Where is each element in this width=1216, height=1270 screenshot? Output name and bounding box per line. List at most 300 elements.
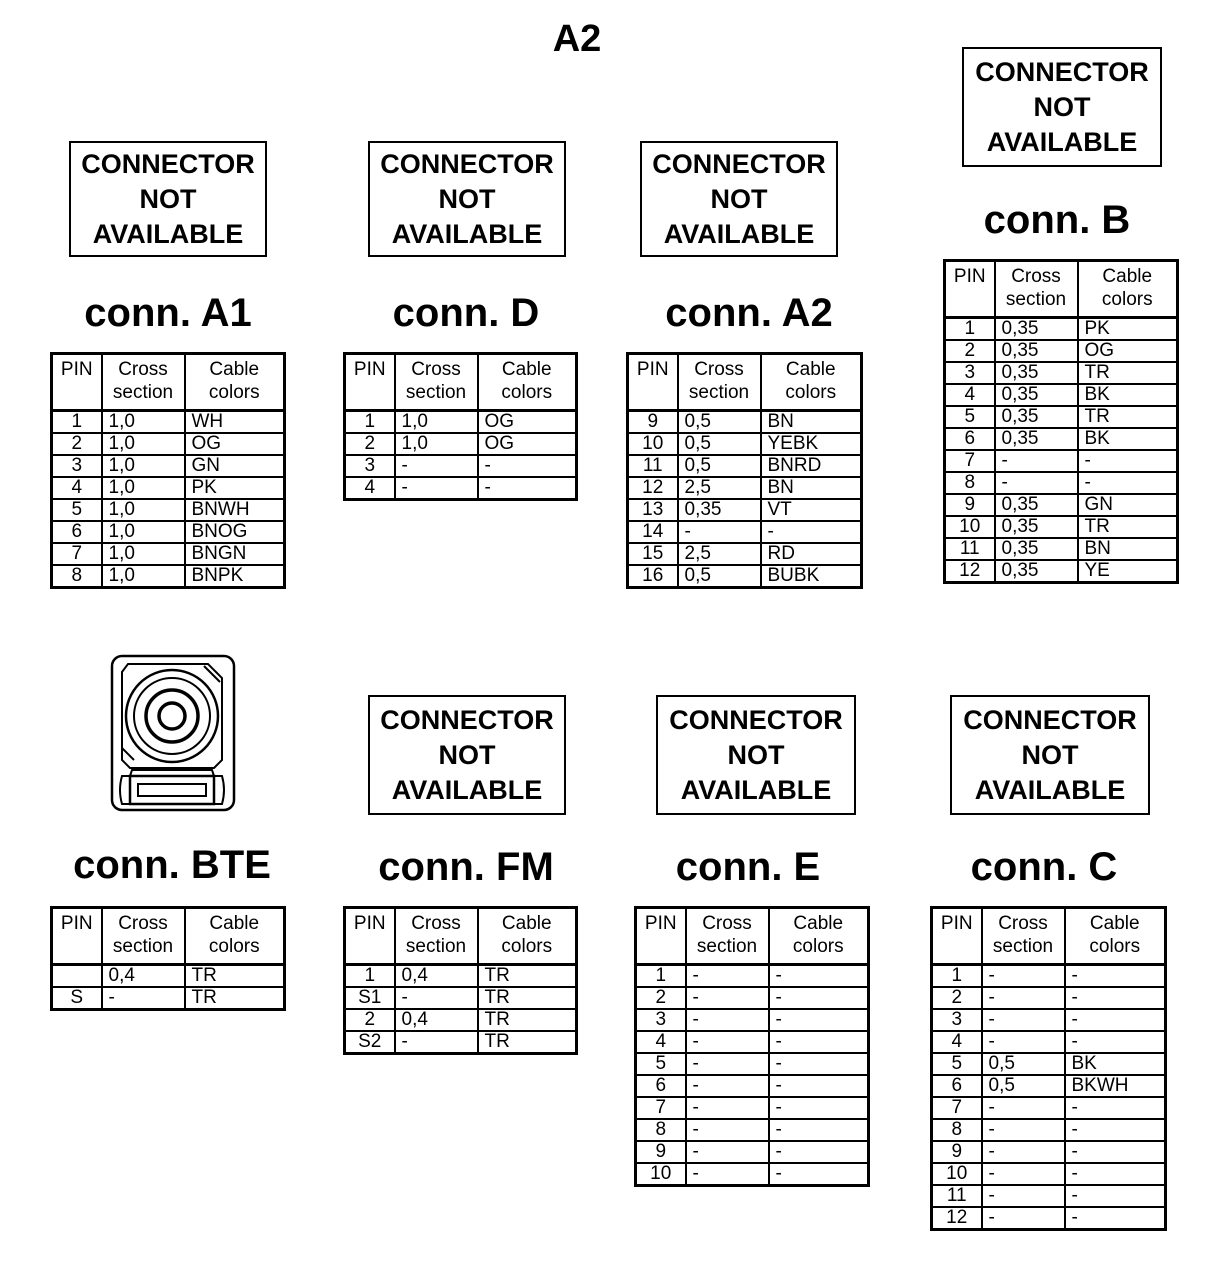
table-row [52, 433, 285, 455]
cross-section-cell: 0,5 [678, 455, 761, 477]
cable-color-cell: - [1065, 987, 1166, 1009]
pin-cell: 8 [945, 472, 995, 494]
pin-cell: 9 [628, 411, 678, 434]
table-row [932, 1119, 1166, 1141]
pin-header-text: PIN [353, 913, 386, 934]
pin-cell: 2 [52, 433, 102, 455]
cross-section-cell: - [982, 1119, 1065, 1141]
table-row [628, 543, 862, 565]
cross-section-cell: 0,5 [982, 1053, 1065, 1075]
table-row [345, 1009, 577, 1031]
cross-section-cell: - [102, 987, 185, 1010]
cross-section-cell: 0,5 [678, 433, 761, 455]
table-row [52, 411, 285, 434]
pin-cell: 2 [345, 1009, 395, 1031]
cross-section-cell: 0,35 [995, 384, 1078, 406]
cross-section-header-text: Cross [411, 359, 461, 380]
cable-color-cell: - [769, 1119, 869, 1141]
cross-section-cell: - [686, 965, 769, 988]
cable-color-cell: TR [1078, 516, 1178, 538]
pin-cell: 7 [945, 450, 995, 472]
pin-cell [52, 965, 102, 988]
cable-colors-header-text: colors [501, 936, 553, 957]
cable-color-cell: GN [185, 455, 285, 477]
pin-cell: 12 [945, 560, 995, 583]
conn-title-c: conn. C [970, 845, 1118, 889]
na-line-1: CONNECTOR [975, 56, 1149, 87]
connector-not-available-fm [368, 695, 566, 815]
pin-cell: 3 [932, 1009, 982, 1031]
na-line-1: CONNECTOR [380, 148, 554, 179]
cable-color-cell: - [769, 1009, 869, 1031]
table-row [345, 411, 577, 434]
pin-header-text: PIN [353, 359, 386, 380]
cross-section-cell: - [686, 987, 769, 1009]
pin-cell: 1 [345, 411, 395, 434]
cross-section-header-text: section [688, 382, 750, 403]
table-row [628, 433, 862, 455]
cross-section-header [395, 908, 478, 965]
na-line-2: NOT [727, 739, 785, 770]
table-row [345, 987, 577, 1009]
pin-cell: 4 [52, 477, 102, 499]
cable-color-cell: - [769, 1075, 869, 1097]
cable-color-cell: - [769, 1053, 869, 1075]
table-row [628, 455, 862, 477]
cross-section-header [982, 908, 1065, 965]
conn-title-fm: conn. FM [378, 845, 554, 889]
na-line-3: AVAILABLE [391, 218, 543, 249]
pin-cell: 6 [636, 1075, 686, 1097]
cross-section-header-text: section [696, 936, 758, 957]
cable-color-cell: - [1065, 1009, 1166, 1031]
pin-cell: 2 [945, 340, 995, 362]
pin-cell: 1 [636, 965, 686, 988]
pin-table-b [943, 259, 1179, 584]
pin-header [52, 354, 102, 411]
cable-color-cell: OG [478, 433, 577, 455]
pin-cell: 4 [945, 384, 995, 406]
pin-cell: 4 [636, 1031, 686, 1053]
cross-section-cell: 0,4 [395, 1009, 478, 1031]
connector-not-available-c [950, 695, 1150, 815]
table-row [345, 455, 577, 477]
pin-cell: 2 [636, 987, 686, 1009]
pin-cell: 9 [636, 1141, 686, 1163]
cable-color-cell: - [1065, 1207, 1166, 1230]
cable-colors-header [185, 354, 285, 411]
cable-color-cell: - [769, 1141, 869, 1163]
cable-colors-header-text: colors [785, 382, 837, 403]
table-row [345, 1031, 577, 1054]
pin-cell: 16 [628, 565, 678, 588]
table-row [636, 1053, 869, 1075]
pin-cell: S2 [345, 1031, 395, 1054]
cross-section-cell: - [678, 521, 761, 543]
cable-color-cell: TR [478, 987, 577, 1009]
table-row [345, 433, 577, 455]
cross-section-cell: - [395, 1031, 478, 1054]
cross-section-header-text: section [112, 936, 174, 957]
pin-cell: 5 [636, 1053, 686, 1075]
na-line-3: AVAILABLE [680, 774, 832, 805]
conn-title-d: conn. D [392, 291, 540, 335]
table-row [636, 1119, 869, 1141]
cable-color-cell: TR [185, 987, 285, 1010]
cross-section-header [686, 908, 769, 965]
table-row [945, 428, 1178, 450]
cable-color-cell: - [1065, 1141, 1166, 1163]
pin-cell: 6 [932, 1075, 982, 1097]
conn-title-e: conn. E [675, 845, 821, 889]
pin-cell: 12 [628, 477, 678, 499]
table-row [636, 1097, 869, 1119]
page-title: A2 [552, 18, 602, 60]
pin-header-text: PIN [940, 913, 973, 934]
cross-section-header-text: section [112, 382, 174, 403]
connector-not-available-e [656, 695, 856, 815]
table-row [945, 384, 1178, 406]
table-row [945, 494, 1178, 516]
table-header-row [345, 354, 577, 411]
table-header-row [52, 908, 285, 965]
cable-color-cell: BKWH [1065, 1075, 1166, 1097]
table-row [932, 1075, 1166, 1097]
table-row [636, 1163, 869, 1186]
pin-cell: 13 [628, 499, 678, 521]
cross-section-cell: 1,0 [395, 411, 478, 434]
cable-color-cell: - [769, 987, 869, 1009]
cable-color-cell: YE [1078, 560, 1178, 583]
cable-color-cell: BK [1078, 428, 1178, 450]
pin-cell: S [52, 987, 102, 1010]
connector-not-available-a2 [640, 141, 838, 257]
cable-colors-header-text: colors [1101, 289, 1153, 310]
conn-title-b: conn. B [983, 198, 1131, 242]
cross-section-cell: - [995, 450, 1078, 472]
table-row [945, 450, 1178, 472]
table-header-row [345, 908, 577, 965]
pin-cell: 11 [932, 1185, 982, 1207]
cross-section-cell: 0,35 [995, 538, 1078, 560]
pin-header [636, 908, 686, 965]
table-row [932, 1185, 1166, 1207]
connector-not-available-a1 [69, 141, 267, 257]
pin-cell: 1 [52, 411, 102, 434]
pin-cell: 10 [636, 1163, 686, 1186]
pin-header-text: PIN [953, 266, 986, 287]
pin-cell: 9 [932, 1141, 982, 1163]
cable-colors-header [185, 908, 285, 965]
cable-color-cell: BNRD [761, 455, 862, 477]
cross-section-cell: - [982, 1097, 1065, 1119]
table-row [945, 340, 1178, 362]
cross-section-cell: 1,0 [102, 477, 185, 499]
cross-section-header-text: section [405, 382, 467, 403]
pin-cell: 4 [932, 1031, 982, 1053]
cross-section-cell: - [686, 1031, 769, 1053]
pin-cell: 1 [932, 965, 982, 988]
cable-color-cell: - [478, 455, 577, 477]
cable-color-cell: - [761, 521, 862, 543]
cable-color-cell: TR [1078, 406, 1178, 428]
cable-colors-header-text: colors [208, 382, 260, 403]
pin-cell: 4 [345, 477, 395, 500]
cable-color-cell: BN [761, 477, 862, 499]
pin-cell: 11 [945, 538, 995, 560]
cable-color-cell: - [1078, 472, 1178, 494]
cross-section-cell: 0,35 [995, 494, 1078, 516]
pin-cell: 8 [52, 565, 102, 588]
table-header-row [932, 908, 1166, 965]
na-line-2: NOT [438, 739, 496, 770]
cable-color-cell: TR [1078, 362, 1178, 384]
cable-color-cell: BK [1065, 1053, 1166, 1075]
pin-cell: 5 [932, 1053, 982, 1075]
cross-section-cell: - [995, 472, 1078, 494]
cable-colors-header-text: Cable [793, 913, 844, 934]
cross-section-cell: 0,35 [678, 499, 761, 521]
cross-section-cell: 1,0 [102, 433, 185, 455]
cable-colors-header-text: colors [792, 936, 844, 957]
na-line-3: AVAILABLE [986, 126, 1138, 157]
cable-color-cell: VT [761, 499, 862, 521]
na-line-2: NOT [710, 183, 768, 214]
table-row [932, 1053, 1166, 1075]
na-line-3: AVAILABLE [391, 774, 543, 805]
cable-color-cell: OG [1078, 340, 1178, 362]
cross-section-header-text: Cross [1011, 266, 1061, 287]
na-line-1: CONNECTOR [652, 148, 826, 179]
conn-title-bte: conn. BTE [73, 843, 271, 887]
cable-colors-header-text: Cable [1089, 913, 1140, 934]
cable-color-cell: BN [761, 411, 862, 434]
table-row [345, 477, 577, 500]
cable-color-cell: - [478, 477, 577, 500]
cross-section-cell: - [686, 1075, 769, 1097]
cable-colors-header-text: colors [208, 936, 260, 957]
table-row [52, 543, 285, 565]
cable-colors-header [761, 354, 862, 411]
cable-color-cell: - [1065, 1185, 1166, 1207]
table-row [945, 538, 1178, 560]
conn-title-a2: conn. A2 [665, 291, 833, 335]
table-row [636, 1075, 869, 1097]
pin-cell: 10 [628, 433, 678, 455]
table-row [52, 455, 285, 477]
na-line-1: CONNECTOR [963, 704, 1137, 735]
table-row [636, 1141, 869, 1163]
cross-section-cell: - [982, 1207, 1065, 1230]
cross-section-header-text: section [405, 936, 467, 957]
table-row [52, 499, 285, 521]
cable-colors-header-text: Cable [209, 913, 260, 934]
cross-section-header [102, 908, 185, 965]
pin-table-a1 [50, 352, 286, 589]
pin-table-c [930, 906, 1167, 1231]
cross-section-cell: 0,35 [995, 516, 1078, 538]
cable-colors-header [769, 908, 869, 965]
cross-section-cell: 2,5 [678, 477, 761, 499]
pin-cell: 3 [945, 362, 995, 384]
na-line-1: CONNECTOR [81, 148, 255, 179]
cable-color-cell: TR [185, 965, 285, 988]
table-row [945, 516, 1178, 538]
pin-header [345, 354, 395, 411]
cable-colors-header-text: colors [1089, 936, 1141, 957]
cross-section-cell: - [982, 987, 1065, 1009]
pin-cell: 7 [636, 1097, 686, 1119]
cable-color-cell: - [769, 965, 869, 988]
table-row [52, 521, 285, 543]
cross-section-header [102, 354, 185, 411]
conn-title-a1: conn. A1 [84, 291, 252, 335]
cable-color-cell: - [769, 1163, 869, 1186]
cross-section-cell: - [686, 1097, 769, 1119]
bte-connector-icon [108, 652, 238, 814]
cable-colors-header-text: colors [501, 382, 553, 403]
cross-section-header-text: Cross [702, 913, 752, 934]
table-row [932, 1031, 1166, 1053]
cross-section-cell: 0,5 [678, 411, 761, 434]
pin-cell: 8 [636, 1119, 686, 1141]
table-row [628, 477, 862, 499]
cable-color-cell: BNOG [185, 521, 285, 543]
table-row [932, 1141, 1166, 1163]
cable-color-cell: - [1078, 450, 1178, 472]
cross-section-cell: - [395, 455, 478, 477]
cable-color-cell: OG [478, 411, 577, 434]
cable-color-cell: TR [478, 1031, 577, 1054]
pin-header [345, 908, 395, 965]
table-header-row [628, 354, 862, 411]
table-row [932, 1207, 1166, 1230]
table-row [636, 1009, 869, 1031]
cable-colors-header [478, 908, 577, 965]
table-row [636, 1031, 869, 1053]
pin-header [628, 354, 678, 411]
cable-color-cell: - [1065, 1097, 1166, 1119]
pin-header-text: PIN [644, 913, 677, 934]
cable-colors-header-text: Cable [501, 359, 552, 380]
pin-header-text: PIN [60, 359, 93, 380]
table-row [945, 406, 1178, 428]
table-row [345, 965, 577, 988]
cable-colors-header-text: Cable [785, 359, 836, 380]
pin-cell: S1 [345, 987, 395, 1009]
pin-header-text: PIN [60, 913, 93, 934]
cross-section-cell: 0,5 [678, 565, 761, 588]
cable-colors-header [478, 354, 577, 411]
table-row [628, 499, 862, 521]
cross-section-header [395, 354, 478, 411]
table-row [932, 987, 1166, 1009]
table-row [932, 1009, 1166, 1031]
pin-cell: 11 [628, 455, 678, 477]
cable-color-cell: - [1065, 1031, 1166, 1053]
cable-color-cell: PK [1078, 318, 1178, 341]
pin-table-bte [50, 906, 286, 1011]
cable-color-cell: OG [185, 433, 285, 455]
cross-section-cell: 0,35 [995, 406, 1078, 428]
cross-section-cell: 2,5 [678, 543, 761, 565]
cross-section-cell: - [982, 1141, 1065, 1163]
cross-section-header [995, 261, 1078, 318]
pin-cell: 7 [52, 543, 102, 565]
table-row [52, 477, 285, 499]
cable-color-cell: BUBK [761, 565, 862, 588]
cable-colors-header [1065, 908, 1166, 965]
na-line-1: CONNECTOR [380, 704, 554, 735]
cross-section-cell: - [686, 1141, 769, 1163]
na-line-3: AVAILABLE [663, 218, 815, 249]
cable-color-cell: BNGN [185, 543, 285, 565]
cable-color-cell: BN [1078, 538, 1178, 560]
pin-cell: 10 [945, 516, 995, 538]
pin-cell: 3 [345, 455, 395, 477]
cable-color-cell: - [1065, 965, 1166, 988]
cable-color-cell: TR [478, 965, 577, 988]
table-row [628, 411, 862, 434]
cross-section-cell: 1,0 [395, 433, 478, 455]
cross-section-cell: - [982, 1031, 1065, 1053]
table-row [945, 318, 1178, 341]
cable-color-cell: WH [185, 411, 285, 434]
cross-section-header-text: section [992, 936, 1054, 957]
pin-cell: 9 [945, 494, 995, 516]
cable-color-cell: YEBK [761, 433, 862, 455]
cable-colors-header-text: Cable [1102, 266, 1153, 287]
pin-cell: 3 [636, 1009, 686, 1031]
cross-section-cell: 0,5 [982, 1075, 1065, 1097]
cross-section-cell: - [982, 965, 1065, 988]
cross-section-cell: - [982, 1185, 1065, 1207]
cross-section-cell: 1,0 [102, 543, 185, 565]
cable-color-cell: BNWH [185, 499, 285, 521]
pin-cell: 8 [932, 1119, 982, 1141]
cross-section-cell: - [982, 1163, 1065, 1185]
pin-cell: 6 [945, 428, 995, 450]
table-row [52, 965, 285, 988]
table-row [945, 472, 1178, 494]
cross-section-cell: 0,4 [395, 965, 478, 988]
cross-section-cell: - [982, 1009, 1065, 1031]
pin-cell: 5 [52, 499, 102, 521]
cable-color-cell: BK [1078, 384, 1178, 406]
pin-header [945, 261, 995, 318]
table-row [628, 565, 862, 588]
cross-section-header-text: section [1005, 289, 1067, 310]
cable-color-cell: RD [761, 543, 862, 565]
cross-section-header-text: Cross [118, 359, 168, 380]
cross-section-cell: - [686, 1009, 769, 1031]
na-line-2: NOT [139, 183, 197, 214]
cross-section-cell: - [395, 987, 478, 1009]
table-row [636, 987, 869, 1009]
cable-colors-header [1078, 261, 1178, 318]
pin-cell: 6 [52, 521, 102, 543]
pin-cell: 12 [932, 1207, 982, 1230]
cross-section-header-text: Cross [118, 913, 168, 934]
cross-section-cell: 0,4 [102, 965, 185, 988]
cross-section-header [678, 354, 761, 411]
na-line-2: NOT [1033, 91, 1091, 122]
table-row [52, 565, 285, 588]
cross-section-cell: - [686, 1053, 769, 1075]
cross-section-cell: - [395, 477, 478, 500]
cross-section-cell: 0,35 [995, 560, 1078, 583]
pin-header-text: PIN [636, 359, 669, 380]
